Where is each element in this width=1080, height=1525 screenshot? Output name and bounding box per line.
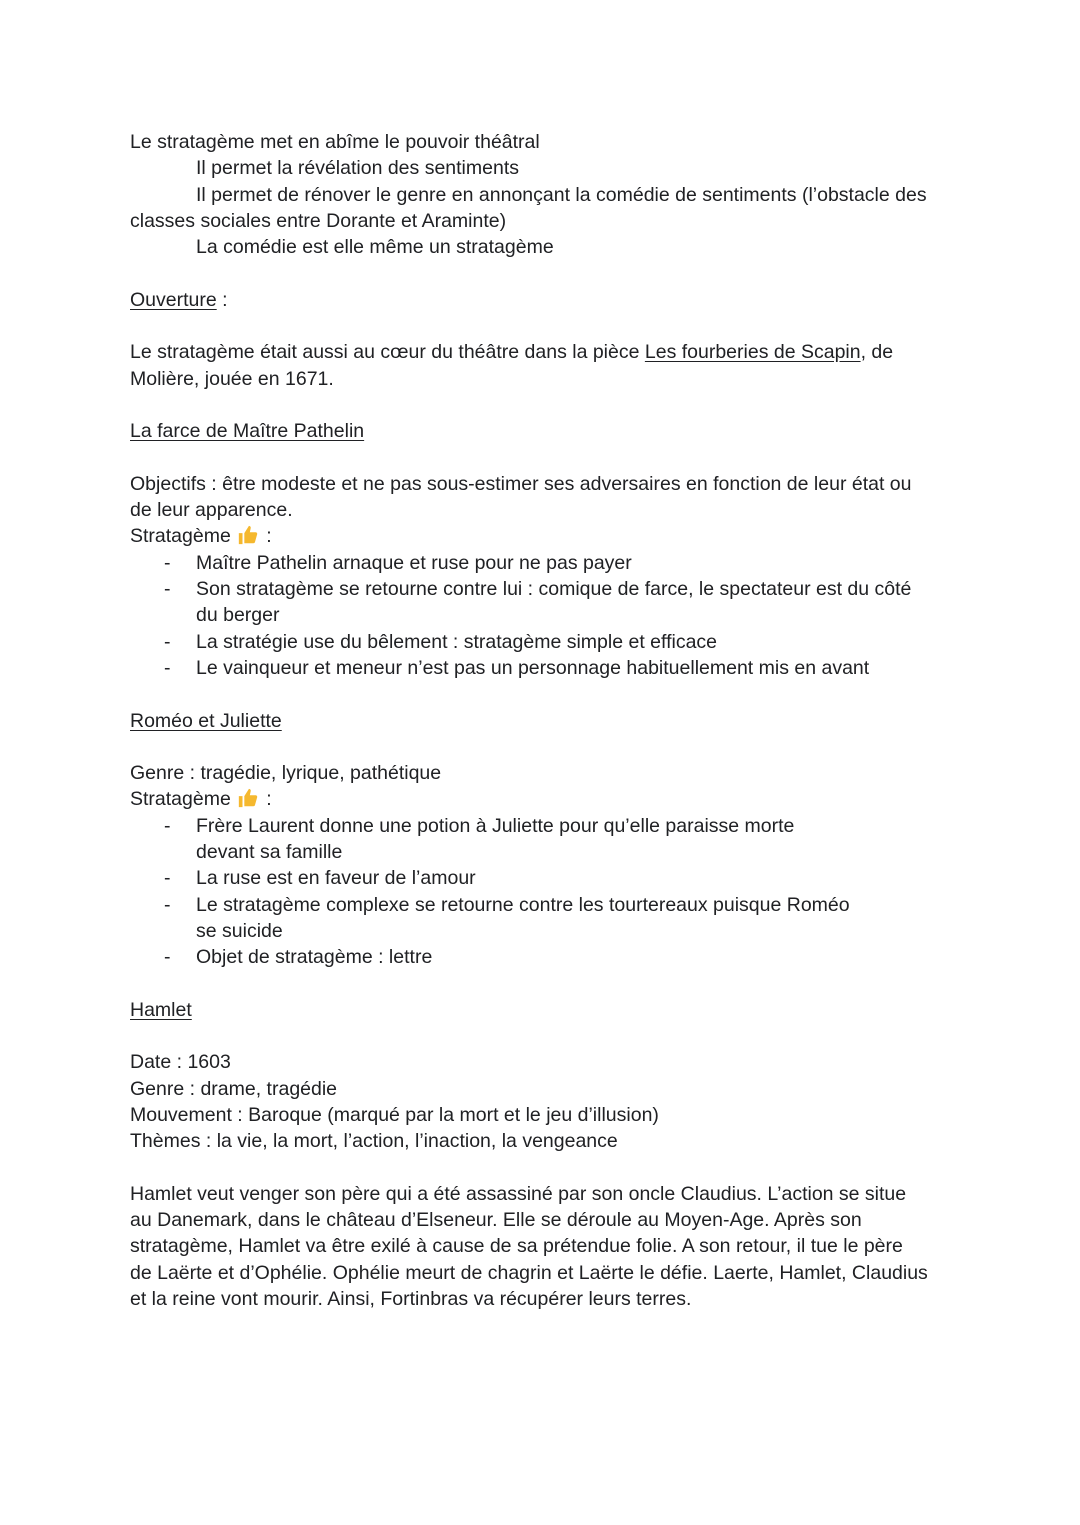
intro-line-3b: classes sociales entre Dorante et Araminte) <box>130 209 507 232</box>
section-heading-pathelin: La farce de Maître Pathelin <box>130 420 365 443</box>
pathelin-list <box>130 550 950 681</box>
play-title: Les fourberies de Scapin <box>644 341 861 364</box>
hamlet-summary <box>130 1181 950 1312</box>
romeo-genre: Genre : tragédie, lyrique, pathétique <box>130 762 442 785</box>
section-heading-hamlet: Hamlet <box>130 998 192 1021</box>
list-item: - Maître Pathelin arnaque et ruse pour ne pas payer <box>130 550 950 576</box>
list-item: - Frère Laurent donne une potion à Juliette pour qu’elle paraisse morte devant sa famille <box>130 813 950 866</box>
section-heading-ouverture: Ouverture : <box>130 288 228 311</box>
hamlet-mouvement: Mouvement : Baroque (marqué par la mort et le jeu d’illusion) <box>130 1103 659 1126</box>
list-item: - La stratégie use du bêlement : stratagème simple et efficace <box>130 629 950 655</box>
section-heading-romeo: Roméo et Juliette <box>130 709 282 732</box>
hamlet-summary-line: et la reine vont mourir. Ainsi, Fortinbras va récupérer leurs terres. <box>130 1288 692 1311</box>
list-item: - Le vainqueur et meneur n’est pas un personnage habituellement mis en avant <box>130 655 950 681</box>
list-item: - La ruse est en faveur de l’amour <box>130 865 950 891</box>
pathelin-objectifs-line-2: de leur apparence. <box>130 499 293 522</box>
hamlet-summary-line: stratagème, Hamlet va être exilé à cause de sa prétendue folie. A son retour, il tue le père <box>130 1235 903 1258</box>
pathelin-objectifs-line-1: Objectifs : être modeste et ne pas sous-estimer ses adversaires en fonction de leur état ou <box>130 472 912 495</box>
intro-line-1: Le stratagème met en abîme le pouvoir théâtral <box>130 131 540 153</box>
hamlet-summary-line: au Danemark, dans le château d’Elseneur. Elle se déroule au Moyen-Age. Après son <box>130 1209 862 1232</box>
list-item: - Son stratagème se retourne contre lui : comique de farce, le spectateur est du côté du berger <box>130 576 950 629</box>
hamlet-summary-line: de Laërte et d’Ophélie. Ophélie meurt de chagrin et Laërte le défie. Laerte, Hamlet, Claudius <box>130 1261 928 1284</box>
hamlet-date: Date : 1603 <box>130 1051 231 1074</box>
ouverture-paragraph-line-2: Molière, jouée en 1671. <box>130 367 334 390</box>
hamlet-summary-line: Hamlet veut venger son père qui a été assassiné par son oncle Claudius. L’action se situe <box>130 1182 907 1205</box>
ouverture-paragraph: Le stratagème était aussi au cœur du théâtre dans la pièce Les fourberies de Scapin, de <box>130 341 894 364</box>
intro-line-3a: Il permet de rénover le genre en annonçant la comédie de sentiments (l’obstacle des <box>196 183 927 206</box>
list-item: - Objet de stratagème : lettre <box>130 944 950 970</box>
intro-line-4: La comédie est elle même un stratagème <box>196 236 554 259</box>
list-item: - Le stratagème complexe se retourne contre les tourtereaux puisque Roméo se suicide <box>130 892 950 945</box>
romeo-stratageme-label: Stratagème : <box>130 788 272 811</box>
romeo-list <box>130 813 950 971</box>
intro-line-2: Il permet la révélation des sentiments <box>196 157 519 180</box>
thumbs-up-icon <box>237 787 259 809</box>
thumbs-up-icon <box>237 524 259 546</box>
hamlet-genre: Genre : drame, tragédie <box>130 1077 338 1100</box>
hamlet-themes: Thèmes : la vie, la mort, l’action, l’inaction, la vengeance <box>130 1130 618 1153</box>
pathelin-stratageme-label: Stratagème : <box>130 525 272 548</box>
